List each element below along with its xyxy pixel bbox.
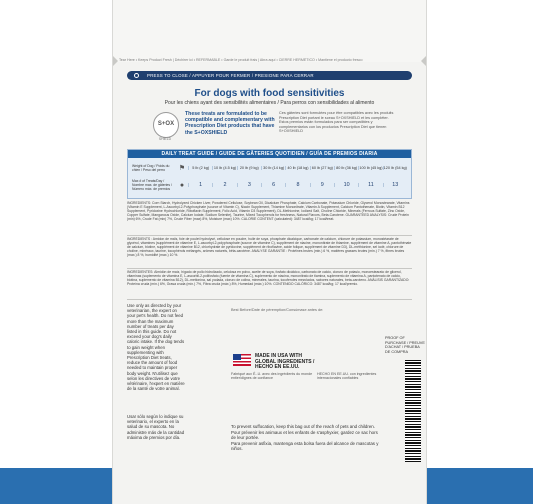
- us-flag-icon: [233, 354, 251, 366]
- guide-weight-row: [132, 161, 407, 175]
- treat-count-cell: 13: [383, 183, 407, 188]
- treat-count-cell: 1: [188, 183, 212, 188]
- suffocation-warning: [231, 424, 381, 452]
- guide-title: DAILY TREAT GUIDE / GUIDE DE GÂTERIES QUOTIDIEN / GUÍA DE PREMIOS DIARIA: [128, 150, 411, 158]
- treat-count-cell: 10: [334, 183, 358, 188]
- suffocation-warning-english: To prevent suffocation, keep this bag out of the reach of pets and children.: [231, 424, 375, 429]
- close-icon: [134, 73, 139, 78]
- treat-count-cell: 6: [261, 183, 285, 188]
- compatibility-statement: These treats are formulated to be compatible and complementary with Prescription Diet products that have the S+OXSHIELD: [185, 111, 275, 136]
- weight-cell: 100 lb (45 kg): [359, 165, 383, 170]
- tear-here-text: Tear Here • Keeps Product Fresh | Déchirer ici • REFERMABLE • Garde le produit frais | Abra aquí • CIERRE HERMÉTICO • Mantiene el producto fresco: [119, 58, 363, 62]
- press-to-close-label: PRESS TO CLOSE / APPUYER POUR FERMER / PRESIONE PARA CERRAR: [147, 73, 314, 78]
- usage-instructions-spanish: Usar sólo según lo indique su veterinario, el experto en la salud de su mascota. No administre más de la cantidad máxima de premios por día.: [127, 414, 185, 440]
- usage-instructions: Use only as directed by your veterinarian, the expert on your pet's health. Do not feed more than the maximum number of treats per day listed in this guide. Do not exceed your dog's daily caloric intake. If the dog tends to gain weight when supplementing with Prescription Diet treats, reduce the amount of food needed to maintain proper body weight. N'utilisez que selon les directives de votre vétérinaire, l'expert en matière de la santé de votre animal.: [127, 303, 185, 392]
- tear-notch-left[interactable]: [113, 56, 118, 66]
- dog-icon: ⚑: [178, 165, 186, 172]
- press-to-close-banner: [127, 71, 412, 80]
- treat-count-cell: 2: [212, 183, 236, 188]
- weight-cell: 80 lb (36 kg): [334, 166, 358, 171]
- divider: [127, 235, 412, 236]
- tear-notch-right[interactable]: [421, 56, 426, 66]
- made-in-usa-spanish: HECHO EN EE.UU. con ingredientes internacionales confiables: [317, 372, 377, 381]
- treat-count-cell: 8: [285, 183, 309, 188]
- product-bag: [112, 0, 427, 504]
- treats-label: Max # of Treats/Day / Nombre max. de gâteries / Número máx. de premios: [132, 179, 172, 191]
- weight-cell: 30 lb (14 kg): [261, 166, 285, 171]
- divider: [127, 299, 412, 300]
- compatibility-statement-translation: Ces gâteries sont formulées pour être compatibles avec les produits Prescription Diet portant le sceau S+OXSHIELD et les compléter. Estos premios están formulados para ser compatibles y complementarios con los productos Prescription Diet que tienen S+OXSHIELD: [279, 111, 394, 134]
- weight-cell: 60 lb (27 kg): [310, 166, 334, 171]
- daily-treat-guide: [127, 149, 412, 199]
- headline: For dogs with food sensitivities: [194, 88, 345, 99]
- proof-of-purchase: PROOF OF PURCHASE / PREUVE D'ACHAT / PRUEBA DE COMPRA: [385, 336, 425, 354]
- barcode: [405, 360, 421, 462]
- weight-label: Weight of Dog / Poids du chien / Peso del perro: [132, 164, 170, 172]
- made-in-usa: MADE IN USA WITH GLOBAL INGREDIENTS / HECHO EN EE.UU.: [255, 353, 315, 371]
- treat-count-cell: 9: [310, 183, 334, 188]
- treat-count-cell: 3: [237, 183, 261, 188]
- sox-shield-logo: S+OX: [153, 112, 179, 138]
- treat-count-cell: 11: [358, 183, 382, 188]
- ingredients-french: INGRÉDIENTS : Amidon de maïs, foie de poulet hydrolysé, cellulose en poudre, huile de soya, phosphate dicalcique, carbonate de calcium, chlorure de potassium, monostéarate de glycérol, vitamines (supplément de vitamine E, L-ascorbyl-2-polyphosphate (source de vitamine C), supplément de niacine, mononitrate de thiamine, supplément de vitamine A, pantothénate de calcium, biotine, supplément de vitamine B12, chlorhydrate de pyridoxine, supplément de riboflavine, acide folique, supplément de vitamine D3), DL-méthionine, sel iodé, chlorure de choline, minéraux, taurine, tocophérols mélangés, arômes naturels, bêta-carotène. ANALYSE GARANTIE : Protéines brutes (min.) 6 %, matières grasses brutes (min.) 7 %, fibres brutes (max.) 8 %, humidité (max.) 10 %.: [127, 237, 412, 258]
- made-in-usa-french: Fabriqué aux É.-U. avec des ingrédients du monde entier/dignes de confiance: [231, 372, 313, 381]
- suffocation-warning-french: Pour prévenir les animaux et les enfants de s'asphyxier, gardez ce sac hors de leur portée.: [231, 429, 378, 441]
- weight-cell: 5 lb (2 kg): [188, 166, 212, 171]
- weight-cell: 10 lb (4.5 kg): [213, 165, 237, 170]
- headline-translation: Pour les chiens ayant des sensibilités alimentaires / Para perros con sensibilidades al alimento: [164, 100, 375, 106]
- treat-icon: ●: [179, 181, 185, 189]
- sox-shield-caption: SHIELD: [158, 137, 172, 141]
- best-before-label: Best Before/Date de péremption/Consúmase antes de:: [231, 308, 324, 312]
- ingredients-english: INGREDIENTS: Corn Starch, Hydrolyzed Chicken Liver, Powdered Cellulose, Soybean Oil, Dicalcium Phosphate, Calcium Carbonate, Potassium Chloride, Glycerol Monostearate, Vitamins (Vitamin E Supplement, L-Ascorbyl-2-Polyphosphate (source of Vitamin C), Niacin Supplement, Thiamine Mononitrate, Vitamin A Supplement, Calcium Pantothenate, Biotin, Vitamin B12 Supplement, Pyridoxine Hydrochloride, Riboflavin Supplement, Folic Acid, Vitamin D3 Supplement), DL-Methionine, Iodized Salt, Choline Chloride, Minerals (Ferrous Sulfate, Zinc Oxide, Copper Sulfate, Manganous Oxide, Calcium Iodate, Sodium Selenite), Taurine, Mixed Tocopherols for freshness, Natural Flavors, Beta-Carotene. GUARANTEED ANALYSIS: Crude Protein (min) 6%, Crude Fat (min) 7%, Crude Fiber (max) 8%, Moisture (max) 10%. CALORIE CONTENT (calculated): 3487 kcal/kg; 17 kcal/treat.: [127, 201, 410, 222]
- weight-cell: 40 lb (18 kg): [285, 166, 309, 171]
- divider: [127, 268, 412, 269]
- guide-treats-row: [132, 178, 407, 192]
- zip-seal-strip: [113, 0, 426, 62]
- ingredients-spanish: INGREDIENTES: Almidón de maíz, hígado de pollo hidrolizado, celulosa en polvo, aceite de soya, fosfato dicálcico, carbonato de calcio, cloruro de potasio, monoestearato de glicerol, vitaminas (suplemento de vitamina E, L-ascorbil-2-polifosfato (fuente de vitamina C), suplemento de niacina, mononitrato de tiamina, suplemento de vitamina A, pantotenato de calcio, biotina, suplemento de vitamina B12), DL-metionina, sal yodada, cloruro de colina, minerales, taurina, tocoferoles mezclados, sabores naturales, beta-caroteno. ANÁLISIS GARANTIZADO: Proteína cruda (mín.) 6%, Grasa cruda (mín.) 7%, Fibra cruda (máx.) 8%, Humedad (máx.) 10%. CONTENIDO CALÓRICO: 3487 kcal/kg; 17 kcal/premio.: [127, 270, 410, 287]
- weight-cell: 20 lb (9 kg): [237, 166, 261, 171]
- weight-cell: 120 lb (54 kg): [383, 165, 407, 170]
- suffocation-warning-spanish: Para prevenir asfixia, mantenga esta bolsa fuera del alcance de mascotas y niños.: [231, 440, 379, 452]
